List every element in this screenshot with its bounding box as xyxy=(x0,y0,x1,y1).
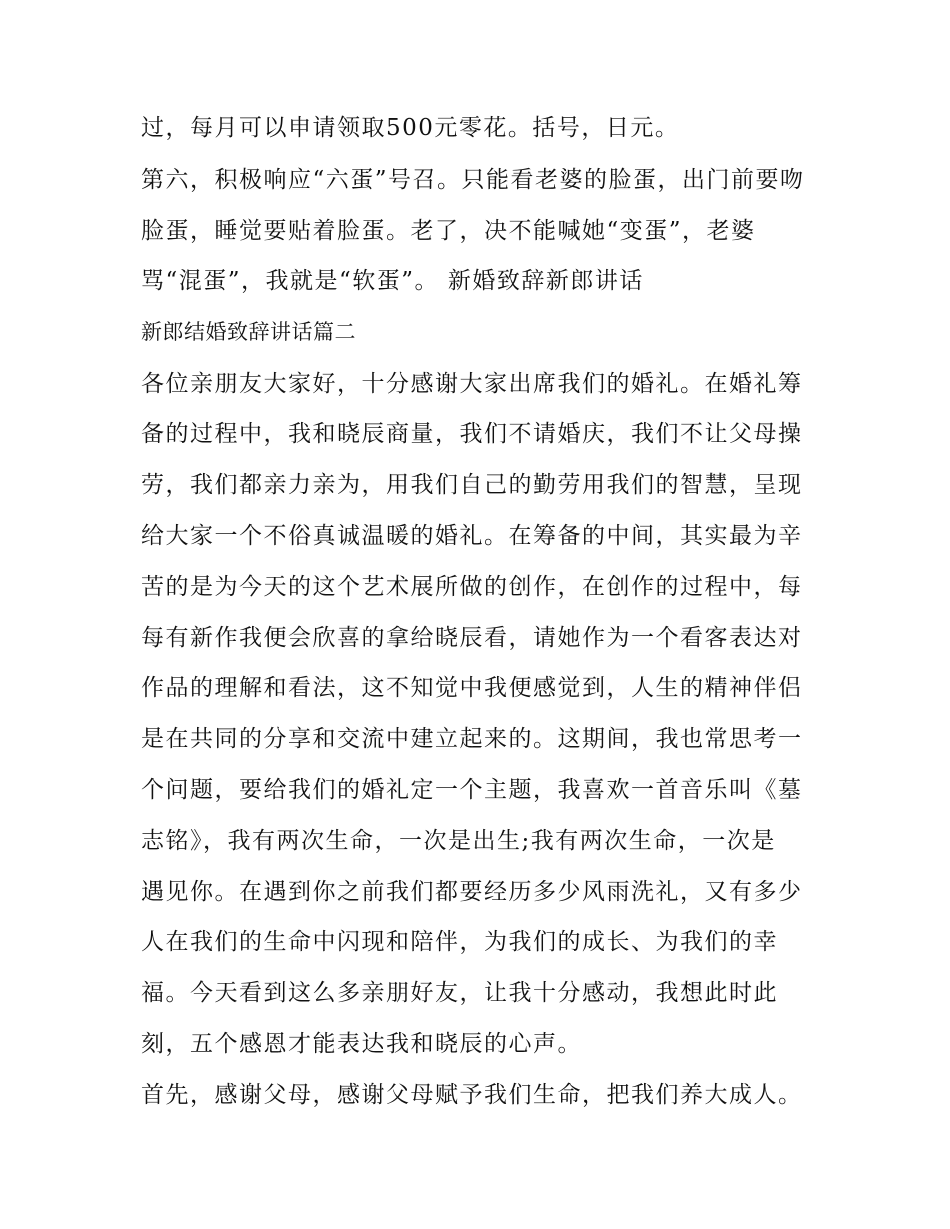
text-line: 作品的理解和看法，这不知觉中我便感觉到，人生的精神伴侣 xyxy=(141,675,803,701)
text-line: 给大家一个不俗真诚温暖的婚礼。在筹备的中间，其实最为辛 xyxy=(141,523,803,549)
text-line: 骂“混蛋”，我就是“软蛋”。 新婚致辞新郎讲话 xyxy=(141,268,644,294)
text-line: 福。今天看到这么多亲朋好友，让我十分感动，我想此时此 xyxy=(141,980,778,1006)
text-line: 首先，感谢父母，感谢父母赋予我们生命，把我们养大成人。 xyxy=(141,1082,803,1108)
text-line: 第六，积极响应“六蛋”号召。只能看老婆的脸蛋，出门前要吻 xyxy=(141,167,805,193)
text-line: 备的过程中，我和晓辰商量，我们不请婚庆，我们不让父母操 xyxy=(141,421,803,447)
text-line: 劳，我们都亲力亲为，用我们自己的勤劳用我们的智慧，呈现 xyxy=(141,472,803,498)
text-line: 志铭》，我有两次生命，一次是出生;我有两次生命，一次是 xyxy=(141,828,776,854)
text-line: 脸蛋，睡觉要贴着脸蛋。老了，决不能喊她“变蛋”，老婆 xyxy=(141,218,756,244)
text-line: 各位亲朋友大家好，十分感谢大家出席我们的婚礼。在婚礼筹 xyxy=(141,371,803,397)
text-line: 是在共同的分享和交流中建立起来的。这期间，我也常思考一 xyxy=(141,726,803,752)
text-line: 人在我们的生命中闪现和陪伴，为我们的成长、为我们的幸 xyxy=(141,929,778,955)
text-line: 刻，五个感恩才能表达我和晓辰的心声。 xyxy=(141,1031,582,1057)
text-line: 遇见你。在遇到你之前我们都要经历多少风雨洗礼，又有多少 xyxy=(141,879,803,905)
text-line: 苦的是为今天的这个艺术展所做的创作，在创作的过程中，每 xyxy=(141,574,803,600)
section-heading: 新郎结婚致辞讲话篇二 xyxy=(141,320,356,344)
text-line: 每有新作我便会欣喜的拿给晓辰看，请她作为一个看客表达对 xyxy=(141,625,803,651)
text-line: 过，每月可以申请领取500元零花。括号，日元。 xyxy=(141,115,680,141)
text-line: 个问题，要给我们的婚礼定一个主题，我喜欢一首音乐叫《墓 xyxy=(141,777,803,803)
